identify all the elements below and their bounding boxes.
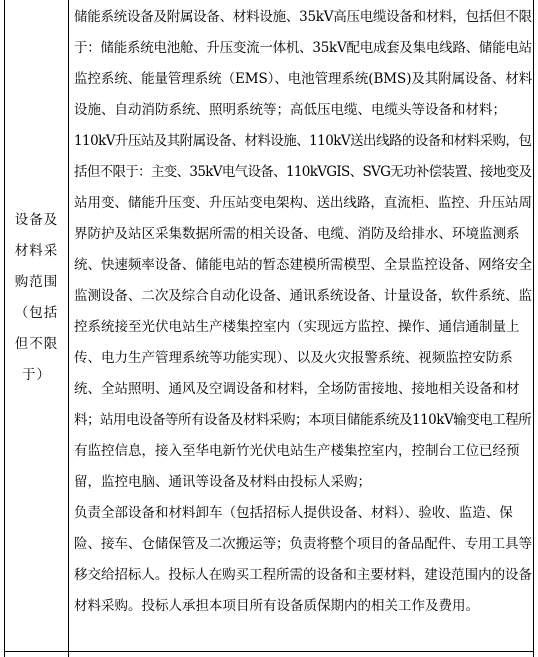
table-border-right (533, 0, 534, 657)
row-label-line: 但不限 (14, 336, 59, 352)
text-line: 控系统接至光伏电站生产楼集控室内（实现远方监控、操作、通信通制量上 (74, 319, 520, 335)
text-line: 统、全站照明、通风及空调设备和材料，全场防雷接地、接地相关设备和材 (74, 381, 520, 397)
text-line: 110kV升压站及其附属设备、材料设施、110kV送出线路的设备和材料采购，包 (74, 133, 532, 149)
text-line: 设施、自动消防系统、照明系统等；高低压电缆、电缆头等设备和材料； (74, 102, 506, 118)
paragraph-unloading-acceptance (74, 498, 532, 622)
paragraph-storage-system (74, 2, 532, 126)
row-label-line: 材料采 (14, 243, 59, 259)
text-line: 括但不限于：主变、35kV电气设备、110kVGIS、SVG无功补偿装置、接地变及 (74, 164, 532, 180)
paragraph-substation (74, 126, 532, 498)
text-line: 监控系统、能量管理系统（EMS）、电池管理系统(BMS)及其附属设备、材料 (74, 71, 533, 87)
text-line: 材料采购。投标人承担本项目所有设备质保期内的相关工作及费用。 (74, 598, 479, 614)
text-line: 险、接车、仓储保管及二次搬运等；负责将整个项目的备品配件、专用工具等 (74, 536, 532, 552)
text-line: 有监控信息，接入至华电新竹光伏电站生产楼集控室内，控制台工位已经预 (74, 443, 520, 459)
row-label-cell (5, 205, 68, 391)
row-label-line: 设备及 (14, 212, 59, 228)
text-line: 料；站用电设备等所有设备及材料采购；本项目储能系统及110kV输变电工程所 (74, 412, 532, 428)
text-line: 移交给招标人。投标人在购买工程所需的设备和主要材料，建设范围内的设备 (74, 567, 532, 583)
text-line: 站用变、储能升压变、升压站变电架构、送出线路，直流柜、监控、升压站周 (74, 195, 532, 211)
text-line: 储能系统设备及附属设备、材料设施、35kV高压电缆设备和材料，包括但不限 (74, 9, 532, 25)
text-line: 传、电力生产管理系统等功能实现）、以及火灾报警系统、视频监控安防系 (74, 350, 513, 366)
text-line: 界防护及站区采集数据所需的相关设备、电缆、消防及给排水、环境监测系 (74, 226, 520, 242)
text-line: 监测设备、二次及综合自动化设备、通讯系统设备、计量设备，软件系统、监 (74, 288, 532, 304)
text-line: 负责全部设备和材料卸车（包括招标人提供设备、材料）、验收、监造、保 (74, 505, 513, 521)
table-border-bottom (4, 651, 534, 652)
text-line: 统、快速频率设备、储能电站的暂态建模所需模型、全景监控设备、网络安全 (74, 257, 532, 273)
table-column-divider (68, 0, 69, 657)
text-line: 留，监控电脑、通讯等设备及材料由投标人采购； (74, 474, 371, 490)
row-label-line: 于） (22, 367, 51, 383)
row-label-line: （包括 (14, 305, 59, 321)
row-label-line: 购范围 (14, 274, 59, 290)
text-line: 于：储能系统电池舱、升压变流一体机、35kV配电成套及集电线路、储能电站 (74, 40, 532, 56)
content-cell (74, 2, 532, 622)
